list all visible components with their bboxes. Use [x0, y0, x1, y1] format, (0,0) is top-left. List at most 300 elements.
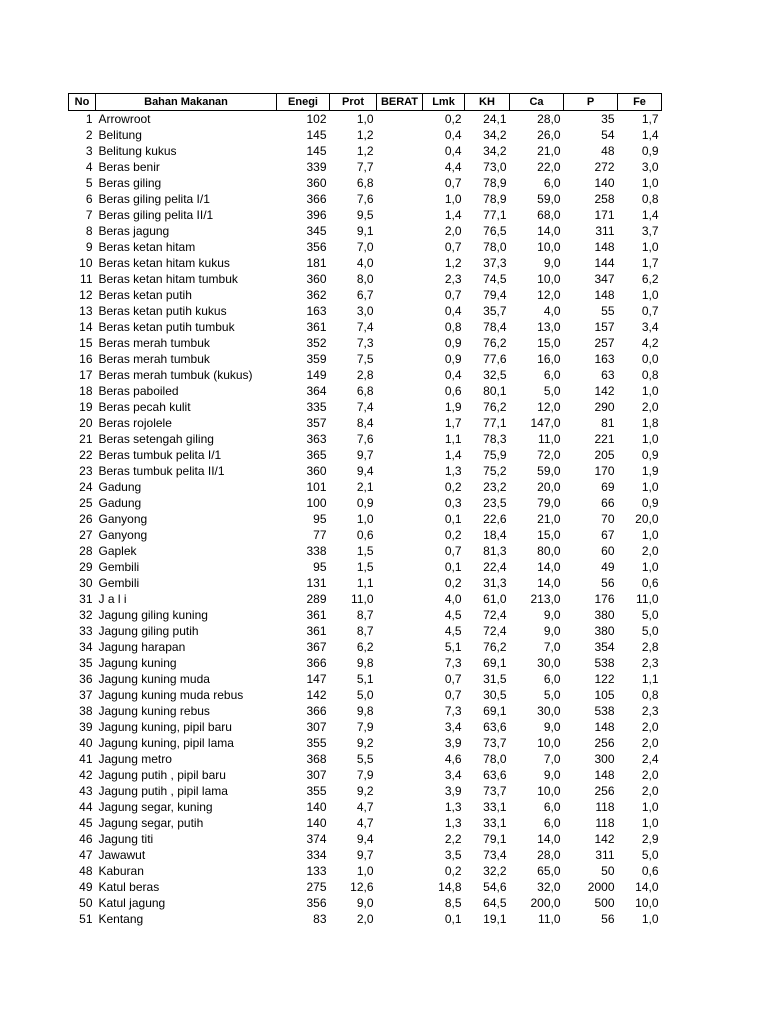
cell-kh: 22,6	[483, 512, 507, 526]
cell-ca: 10,0	[537, 240, 561, 254]
cell-lmk: 0,7	[444, 688, 462, 702]
cell-fe: 3,7	[641, 224, 659, 238]
cell-kh: 32,2	[483, 864, 507, 878]
cell-bahan-makanan: Beras giling pelita I/1	[98, 192, 210, 206]
cell-kh: 35,7	[483, 304, 507, 318]
cell-no: 39	[79, 720, 93, 734]
cell-lmk: 0,1	[444, 560, 462, 574]
cell-ca: 11,0	[538, 912, 561, 926]
cell-p: 2000	[587, 880, 615, 894]
cell-ca: 10,0	[537, 272, 561, 286]
cell-prot: 1,1	[356, 576, 374, 590]
cell-lmk: 1,3	[444, 464, 462, 478]
cell-enegi: 361	[306, 320, 327, 334]
table-row	[69, 655, 662, 671]
cell-enegi: 101	[306, 480, 327, 494]
table-row	[69, 831, 662, 847]
cell-berat	[377, 687, 423, 703]
table-row	[69, 271, 662, 287]
cell-ca: 5,0	[543, 384, 561, 398]
cell-fe: 1,0	[641, 176, 659, 190]
cell-prot: 0,6	[356, 528, 374, 542]
cell-p: 148	[594, 720, 615, 734]
cell-lmk: 7,3	[444, 656, 462, 670]
cell-bahan-makanan: Beras tumbuk pelita I/1	[98, 448, 222, 462]
cell-fe: 3,0	[641, 160, 659, 174]
cell-fe: 2,4	[641, 752, 659, 766]
cell-enegi: 368	[306, 752, 327, 766]
cell-lmk: 0,2	[444, 864, 462, 878]
cell-berat	[377, 863, 423, 879]
cell-fe: 0,6	[641, 864, 659, 878]
cell-prot: 1,0	[356, 864, 374, 878]
cell-prot: 1,5	[356, 544, 374, 558]
cell-p: 354	[594, 640, 615, 654]
cell-no: 27	[79, 528, 93, 542]
cell-ca: 21,0	[537, 144, 561, 158]
cell-kh: 76,5	[483, 224, 507, 238]
cell-no: 43	[79, 784, 93, 798]
cell-berat	[377, 591, 423, 607]
cell-berat	[377, 655, 423, 671]
cell-kh: 77,1	[483, 416, 507, 430]
cell-prot: 9,8	[356, 704, 374, 718]
cell-ca: 22,0	[537, 160, 561, 174]
cell-no: 16	[79, 352, 93, 366]
cell-berat	[377, 735, 423, 751]
cell-prot: 6,7	[356, 288, 374, 302]
cell-lmk: 4,4	[444, 160, 462, 174]
cell-berat	[377, 639, 423, 655]
cell-ca: 14,0	[537, 576, 561, 590]
nutrition-table	[68, 93, 662, 927]
cell-bahan-makanan: Jagung kuning muda	[98, 672, 210, 686]
cell-enegi: 307	[306, 768, 327, 782]
cell-kh: 33,1	[483, 800, 507, 814]
cell-berat	[377, 703, 423, 719]
cell-p: 163	[594, 352, 615, 366]
cell-kh: 69,1	[483, 656, 507, 670]
cell-no: 3	[85, 144, 93, 158]
cell-p: 205	[594, 448, 615, 462]
cell-ca: 6,0	[543, 672, 561, 686]
cell-fe: 5,0	[641, 848, 659, 862]
table-row	[69, 879, 662, 895]
cell-no: 26	[79, 512, 93, 526]
cell-prot: 9,8	[356, 656, 374, 670]
cell-p: 142	[594, 384, 615, 398]
cell-fe: 0,8	[641, 368, 659, 382]
table-row	[69, 303, 662, 319]
cell-kh: 37,3	[483, 256, 507, 270]
table-row	[69, 767, 662, 783]
cell-bahan-makanan: Beras benir	[98, 160, 160, 174]
cell-berat	[377, 223, 423, 239]
cell-no: 28	[79, 544, 93, 558]
cell-bahan-makanan: Jagung harapan	[98, 640, 186, 654]
cell-ca: 6,0	[543, 816, 561, 830]
cell-no: 50	[79, 896, 93, 910]
cell-p: 500	[594, 896, 615, 910]
cell-kh: 32,5	[483, 368, 507, 382]
cell-kh: 81,3	[483, 544, 507, 558]
cell-ca: 28,0	[537, 112, 561, 126]
cell-bahan-makanan: Ganyong	[98, 528, 148, 542]
cell-bahan-makanan: Beras jagung	[98, 224, 170, 238]
cell-no: 51	[79, 912, 93, 926]
cell-lmk: 1,0	[444, 192, 462, 206]
cell-prot: 8,0	[356, 272, 374, 286]
cell-lmk: 0,7	[444, 544, 462, 558]
cell-lmk: 0,7	[444, 176, 462, 190]
cell-enegi: 335	[306, 400, 327, 414]
cell-kh: 76,2	[483, 400, 507, 414]
cell-prot: 4,7	[356, 800, 374, 814]
cell-bahan-makanan: Katul beras	[98, 880, 160, 894]
cell-no: 32	[79, 608, 93, 622]
cell-enegi: 355	[306, 736, 327, 750]
cell-fe: 0,8	[641, 688, 659, 702]
cell-prot: 6,8	[356, 384, 374, 398]
column-header-enegi: Enegi	[277, 94, 330, 111]
cell-no: 10	[79, 256, 93, 270]
cell-p: 67	[601, 528, 615, 542]
cell-enegi: 83	[313, 912, 327, 926]
cell-prot: 9,7	[356, 848, 374, 862]
cell-kh: 80,1	[483, 384, 507, 398]
cell-prot: 1,2	[356, 128, 374, 142]
cell-p: 118	[595, 816, 615, 830]
table-row	[69, 783, 662, 799]
table-row	[69, 143, 662, 159]
cell-bahan-makanan: Jawawut	[98, 848, 146, 862]
cell-enegi: 95	[313, 560, 327, 574]
cell-prot: 9,0	[356, 896, 374, 910]
cell-p: 176	[594, 592, 615, 606]
cell-fe: 5,0	[641, 624, 659, 638]
cell-enegi: 100	[306, 496, 327, 510]
cell-no: 7	[85, 208, 93, 222]
cell-prot: 2,1	[356, 480, 374, 494]
cell-bahan-makanan: Beras merah tumbuk (kukus)	[98, 368, 253, 382]
cell-enegi: 163	[306, 304, 327, 318]
cell-ca: 28,0	[537, 848, 561, 862]
table-row	[69, 383, 662, 399]
cell-lmk: 0,7	[444, 672, 462, 686]
cell-ca: 68,0	[537, 208, 561, 222]
cell-berat	[377, 559, 423, 575]
cell-lmk: 2,2	[444, 832, 462, 846]
cell-lmk: 0,4	[444, 368, 462, 382]
cell-berat	[377, 623, 423, 639]
table-row	[69, 719, 662, 735]
cell-lmk: 7,3	[444, 704, 462, 718]
cell-fe: 1,0	[641, 816, 659, 830]
cell-ca: 200,0	[530, 896, 561, 910]
cell-prot: 4,7	[356, 816, 374, 830]
cell-bahan-makanan: Jagung segar, kuning	[98, 800, 213, 814]
cell-ca: 80,0	[537, 544, 561, 558]
cell-enegi: 147	[306, 672, 327, 686]
cell-bahan-makanan: Katul jagung	[98, 896, 166, 910]
cell-p: 148	[594, 288, 615, 302]
cell-fe: 0,9	[641, 144, 659, 158]
cell-fe: 1,0	[641, 384, 659, 398]
cell-ca: 12,0	[537, 400, 561, 414]
table-row	[69, 575, 662, 591]
cell-fe: 1,4	[641, 128, 659, 142]
cell-ca: 30,0	[537, 704, 561, 718]
cell-kh: 19,1	[483, 912, 507, 926]
cell-lmk: 2,0	[444, 224, 462, 238]
table-row	[69, 239, 662, 255]
cell-bahan-makanan: Beras ketan putih	[98, 288, 192, 302]
table-row	[69, 447, 662, 463]
cell-no: 17	[79, 368, 93, 382]
cell-prot: 2,8	[356, 368, 374, 382]
cell-p: 148	[594, 240, 615, 254]
cell-kh: 76,2	[483, 640, 507, 654]
cell-no: 41	[79, 752, 93, 766]
cell-enegi: 339	[306, 160, 327, 174]
cell-kh: 77,1	[483, 208, 507, 222]
cell-p: 60	[601, 544, 615, 558]
cell-kh: 79,1	[483, 832, 507, 846]
cell-kh: 79,4	[483, 288, 507, 302]
table-row	[69, 191, 662, 207]
cell-bahan-makanan: Kaburan	[98, 864, 144, 878]
cell-no: 45	[79, 816, 93, 830]
cell-bahan-makanan: Jagung putih , pipil baru	[98, 768, 226, 782]
cell-enegi: 338	[306, 544, 327, 558]
cell-fe: 1,7	[641, 256, 659, 270]
cell-no: 23	[79, 464, 93, 478]
cell-prot: 9,4	[356, 832, 374, 846]
cell-prot: 8,4	[356, 416, 374, 430]
cell-lmk: 3,9	[444, 736, 462, 750]
cell-ca: 20,0	[537, 480, 561, 494]
cell-berat	[377, 831, 423, 847]
cell-kh: 31,5	[483, 672, 507, 686]
cell-berat	[377, 783, 423, 799]
cell-p: 347	[594, 272, 615, 286]
cell-no: 22	[79, 448, 93, 462]
cell-prot: 5,0	[356, 688, 374, 702]
cell-lmk: 1,4	[444, 448, 462, 462]
cell-berat	[377, 479, 423, 495]
table-row	[69, 111, 662, 128]
cell-berat	[377, 847, 423, 863]
cell-prot: 6,8	[356, 176, 374, 190]
cell-ca: 9,0	[543, 624, 561, 638]
table-row	[69, 511, 662, 527]
cell-enegi: 356	[306, 896, 327, 910]
cell-p: 69	[601, 480, 615, 494]
cell-lmk: 1,4	[444, 208, 462, 222]
cell-fe: 2,8	[641, 640, 659, 654]
cell-prot: 1,2	[356, 144, 374, 158]
cell-bahan-makanan: Gembili	[98, 560, 140, 574]
cell-fe: 4,2	[641, 336, 659, 350]
cell-no: 21	[79, 432, 93, 446]
cell-ca: 26,0	[537, 128, 561, 142]
cell-fe: 1,0	[641, 288, 659, 302]
cell-prot: 7,3	[356, 336, 374, 350]
cell-prot: 8,7	[356, 624, 374, 638]
cell-no: 8	[85, 224, 93, 238]
header-row	[69, 94, 662, 111]
cell-no: 25	[79, 496, 93, 510]
cell-berat	[377, 111, 423, 128]
cell-enegi: 181	[306, 256, 327, 270]
cell-bahan-makanan: Beras merah tumbuk	[98, 352, 210, 366]
column-header-bahan-makanan: Bahan Makanan	[96, 94, 277, 111]
cell-p: 311	[595, 224, 615, 238]
cell-no: 5	[85, 176, 93, 190]
cell-no: 48	[79, 864, 93, 878]
cell-no: 15	[79, 336, 93, 350]
cell-enegi: 366	[306, 704, 327, 718]
cell-fe: 1,0	[641, 560, 659, 574]
cell-enegi: 396	[306, 208, 327, 222]
column-header-fe: Fe	[618, 94, 662, 111]
column-header-p: P	[564, 94, 618, 111]
cell-p: 380	[594, 624, 615, 638]
cell-berat	[377, 303, 423, 319]
cell-berat	[377, 879, 423, 895]
cell-ca: 147,0	[530, 416, 561, 430]
cell-kh: 74,5	[483, 272, 507, 286]
cell-enegi: 95	[313, 512, 327, 526]
cell-no: 49	[79, 880, 93, 894]
cell-p: 122	[594, 672, 615, 686]
cell-enegi: 307	[306, 720, 327, 734]
table-row	[69, 367, 662, 383]
cell-fe: 14,0	[635, 880, 659, 894]
cell-enegi: 366	[306, 656, 327, 670]
cell-fe: 5,0	[641, 608, 659, 622]
cell-enegi: 102	[306, 112, 327, 126]
cell-kh: 78,3	[483, 432, 507, 446]
cell-bahan-makanan: Gembili	[98, 576, 140, 590]
cell-kh: 78,9	[483, 176, 507, 190]
cell-p: 66	[601, 496, 615, 510]
cell-fe: 2,0	[641, 400, 659, 414]
cell-lmk: 2,3	[444, 272, 462, 286]
cell-lmk: 1,1	[444, 432, 462, 446]
cell-no: 1	[85, 112, 93, 126]
cell-prot: 3,0	[356, 304, 374, 318]
cell-fe: 2,3	[641, 704, 659, 718]
cell-p: 311	[595, 848, 615, 862]
cell-prot: 0,9	[356, 496, 374, 510]
cell-ca: 59,0	[537, 464, 561, 478]
cell-ca: 9,0	[543, 256, 561, 270]
cell-no: 37	[79, 688, 93, 702]
cell-berat	[377, 143, 423, 159]
cell-berat	[377, 799, 423, 815]
table-row	[69, 479, 662, 495]
cell-fe: 10,0	[635, 896, 659, 910]
cell-prot: 2,0	[356, 912, 374, 926]
cell-enegi: 362	[306, 288, 327, 302]
cell-kh: 76,2	[483, 336, 507, 350]
cell-p: 170	[594, 464, 615, 478]
cell-lmk: 0,7	[444, 288, 462, 302]
cell-bahan-makanan: Jagung kuning	[98, 656, 177, 670]
cell-lmk: 0,4	[444, 144, 462, 158]
cell-fe: 0,8	[641, 192, 659, 206]
cell-ca: 10,0	[537, 736, 561, 750]
cell-lmk: 3,5	[444, 848, 462, 862]
table-row	[69, 399, 662, 415]
cell-ca: 7,0	[543, 752, 561, 766]
cell-kh: 61,0	[483, 592, 507, 606]
cell-fe: 2,3	[641, 656, 659, 670]
cell-fe: 1,4	[641, 208, 659, 222]
cell-ca: 213,0	[530, 592, 561, 606]
cell-berat	[377, 207, 423, 223]
cell-fe: 1,0	[641, 912, 659, 926]
cell-berat	[377, 271, 423, 287]
cell-no: 46	[79, 832, 93, 846]
cell-prot: 9,1	[356, 224, 374, 238]
cell-prot: 1,5	[356, 560, 374, 574]
table-row	[69, 703, 662, 719]
cell-prot: 11,0	[351, 592, 374, 606]
cell-prot: 4,0	[356, 256, 374, 270]
cell-p: 300	[594, 752, 615, 766]
cell-fe: 3,4	[641, 320, 659, 334]
cell-lmk: 14,8	[438, 880, 462, 894]
cell-kh: 78,0	[483, 752, 507, 766]
cell-no: 44	[79, 800, 93, 814]
cell-ca: 59,0	[537, 192, 561, 206]
table-row	[69, 815, 662, 831]
cell-ca: 30,0	[537, 656, 561, 670]
cell-p: 54	[601, 128, 615, 142]
cell-berat	[377, 767, 423, 783]
cell-no: 33	[79, 624, 93, 638]
cell-lmk: 0,1	[444, 912, 462, 926]
cell-fe: 1,0	[641, 480, 659, 494]
cell-berat	[377, 319, 423, 335]
cell-no: 20	[79, 416, 93, 430]
table-row	[69, 127, 662, 143]
cell-prot: 1,0	[356, 512, 374, 526]
cell-ca: 15,0	[537, 528, 561, 542]
cell-lmk: 0,6	[444, 384, 462, 398]
cell-bahan-makanan: Beras pecah kulit	[98, 400, 191, 414]
cell-kh: 64,5	[483, 896, 507, 910]
cell-prot: 7,5	[356, 352, 374, 366]
cell-enegi: 77	[313, 528, 327, 542]
table-row	[69, 751, 662, 767]
cell-berat	[377, 383, 423, 399]
cell-berat	[377, 719, 423, 735]
column-header-kh: KH	[465, 94, 510, 111]
cell-berat	[377, 671, 423, 687]
cell-kh: 78,4	[483, 320, 507, 334]
cell-p: 380	[594, 608, 615, 622]
cell-enegi: 363	[306, 432, 327, 446]
cell-berat	[377, 895, 423, 911]
cell-enegi: 360	[306, 272, 327, 286]
cell-lmk: 4,0	[444, 592, 462, 606]
cell-ca: 7,0	[543, 640, 561, 654]
cell-fe: 0,9	[641, 496, 659, 510]
cell-prot: 9,7	[356, 448, 374, 462]
